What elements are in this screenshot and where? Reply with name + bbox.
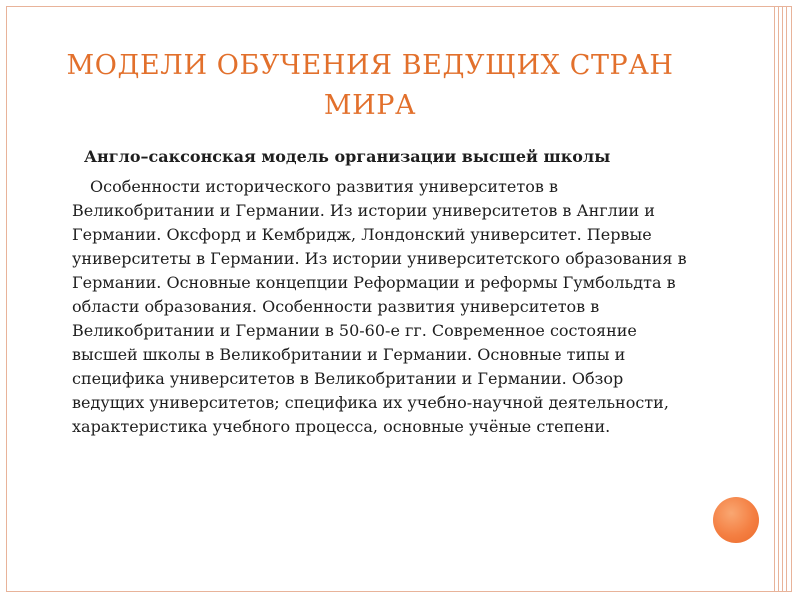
slide-body-text: Особенности исторического развития университетов в Великобритании и Германии. Из истории университетов в Англии и Германии. Оксфорд и Кембридж, Лондонский университет. Первые университеты в Германии. Из истории университетского образования в Германии. Основные концепции Реформации и реформы Гумбольдта в области образования. Особенности развития университетов в Великобритании и Германии в 50-60-е гг. Современное состояние высшей школы в Великобритании и Германии. Основные типы и специфика университетов в Великобритании и Германии. Обзор ведущих университетов; специфика их учебно-научной деятельности, характеристика учебного процесса, основные учёные степени. xyxy=(72,177,687,436)
slide-subtitle: Англо–саксонская модель организации высшей школы xyxy=(84,147,611,166)
decorative-circle xyxy=(713,497,759,543)
slide-title: МОДЕЛИ ОБУЧЕНИЯ ВЕДУЩИХ СТРАН МИРА xyxy=(66,50,674,121)
decorative-vertical-line xyxy=(778,6,779,592)
decorative-vertical-line xyxy=(786,6,787,592)
decorative-vertical-line xyxy=(782,6,783,592)
decorative-vertical-line xyxy=(774,6,775,592)
